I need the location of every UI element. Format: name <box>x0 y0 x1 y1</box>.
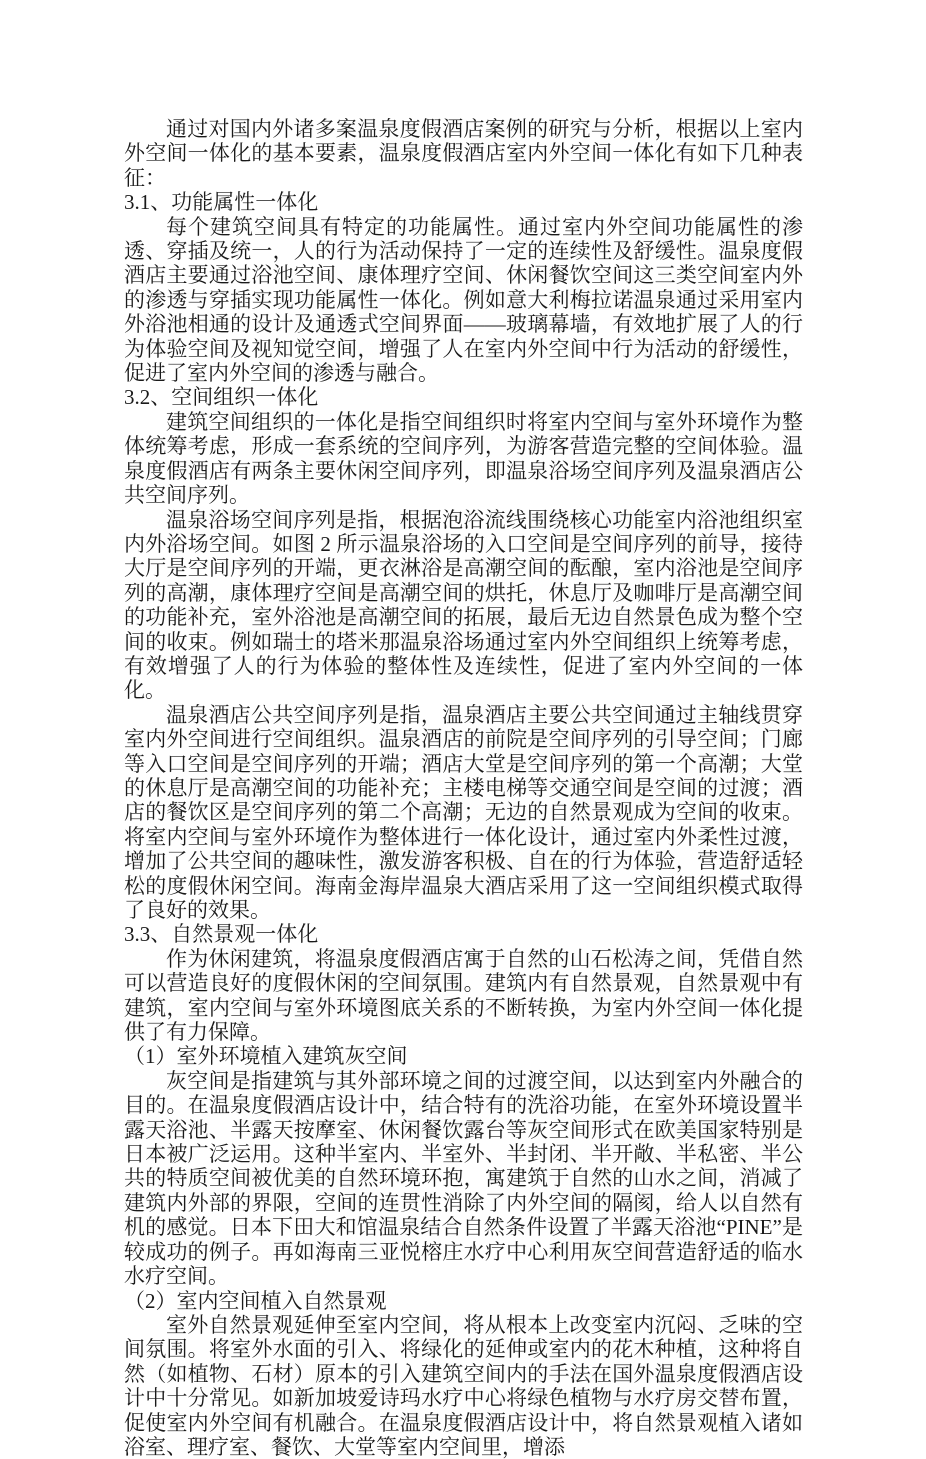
paragraph-function-attr: 每个建筑空间具有特定的功能属性。通过室内外空间功能属性的渗透、穿插及统一，人的行为活动保持了一定的连续性及舒缓性。温泉度假酒店主要通过浴池空间、康体理疗空间、休闲餐饮空间这三类空间室内外的渗透与穿插实现功能属性一体化。例如意大利梅拉诺温泉通过采用室内外浴池相通的设计及通透式空间界面——玻璃幕墙，有效地扩展了人的行为体验空间及视知觉空间，增强了人在室内外空间中行为活动的舒缓性，促进了室内外空间的渗透与融合。 <box>124 214 803 386</box>
section-heading-3-3: 3.3、自然景观一体化 <box>124 922 319 947</box>
paragraph-grey-space: 灰空间是指建筑与其外部环境之间的过渡空间，以达到室内外融合的目的。在温泉度假酒店设计中，结合特有的洗浴功能，在室外环境设置半露天浴池、半露天按摩室、休闲餐饮露台等灰空间形式在欧美国家特别是日本被广泛运用。这种半室内、半室外、半封闭、半开敞、半私密、半公共的特质空间被优美的自然环境环抱，寓建筑于自然的山水之间，消减了建筑内外部的界限，空间的连贯性消除了内外空间的隔阂，给人以自然有机的感觉。日本下田大和馆温泉结合自然条件设置了半露天浴池“PINE”是较成功的例子。再如海南三亚悦榕庄水疗中心利用灰空间营造舒适的临水水疗空间。 <box>124 1068 803 1289</box>
sub-heading-1: （1）室外环境植入建筑灰空间 <box>124 1044 408 1069</box>
paragraph-public-sequence: 温泉酒店公共空间序列是指，温泉酒店主要公共空间通过主轴线贯穿室内外空间进行空间组织。温泉酒店的前院是空间序列的引导空间；门廊等入口空间是空间序列的开端；酒店大堂是空间序列的第一个高潮；大堂的休息厅是高潮空间的功能补充；主楼电梯等交通空间是空间的过渡；酒店的餐饮区是空间序列的第二个高潮；无边的自然景观成为空间的收束。将室内空间与室外环境作为整体进行一体化设计，通过室内外柔性过渡，增加了公共空间的趣味性，激发游客积极、自在的行为体验，营造舒适轻松的度假休闲空间。海南金海岸温泉大酒店采用了这一空间组织模式取得了良好的效果。 <box>124 702 803 922</box>
intro-paragraph: 通过对国内外诸多案温泉度假酒店案例的研究与分析，根据以上室内外空间一体化的基本要素，温泉度假酒店室内外空间一体化有如下几种表征： <box>124 117 803 190</box>
paragraph-bath-sequence: 温泉浴场空间序列是指，根据泡浴流线围绕核心功能室内浴池组织室内外浴场空间。如图 2 所示温泉浴场的入口空间是空间序列的前导，接待大厅是空间序列的开端，更衣淋浴是高潮空间的酝酿，室内浴池是空间序列的高潮，康体理疗空间是高潮空间的烘托，休息厅及咖啡厅是高潮空间的功能补充，室外浴池是高潮空间的拓展，最后无边自然景色成为整个空间的收束。例如瑞士的塔米那温泉浴场通过室内外空间组织上统筹考虑，有效增强了人的行为体验的整体性及连续性，促进了室内外空间的一体化。 <box>124 507 803 703</box>
section-heading-3-1: 3.1、功能属性一体化 <box>124 190 319 215</box>
sub-heading-2: （2）室内空间植入自然景观 <box>124 1288 387 1313</box>
paragraph-nature-landscape: 作为休闲建筑，将温泉度假酒店寓于自然的山石松涛之间，凭借自然可以营造良好的度假休闲的空间氛围。建筑内有自然景观，自然景观中有建筑，室内空间与室外环境图底关系的不断转换，为室内外空间一体化提供了有力保障。 <box>124 946 803 1045</box>
document-text-column <box>124 117 803 1459</box>
paragraph-indoor-landscape: 室外自然景观延伸至室内空间，将从根本上改变室内沉闷、乏味的空间氛围。将室外水面的引入、将绿化的延伸或室内的花木种植，这种将自然（如植物、石材）原本的引入建筑空间内的手法在国外温泉度假酒店设计中十分常见。如新加坡爱诗玛水疗中心将绿色植物与水疗房交替布置，促使室内外空间有机融合。在温泉度假酒店设计中，将自然景观植入诸如浴室、理疗室、餐饮、大堂等室内空间里，增添 <box>124 1312 803 1459</box>
section-heading-3-2: 3.2、空间组织一体化 <box>124 385 319 410</box>
paragraph-space-org: 建筑空间组织的一体化是指空间组织时将室内空间与室外环境作为整体统筹考虑，形成一套系统的空间序列，为游客营造完整的空间体验。温泉度假酒店有两条主要休闲空间序列，即温泉浴场空间序列及温泉酒店公共空间序列。 <box>124 409 803 508</box>
